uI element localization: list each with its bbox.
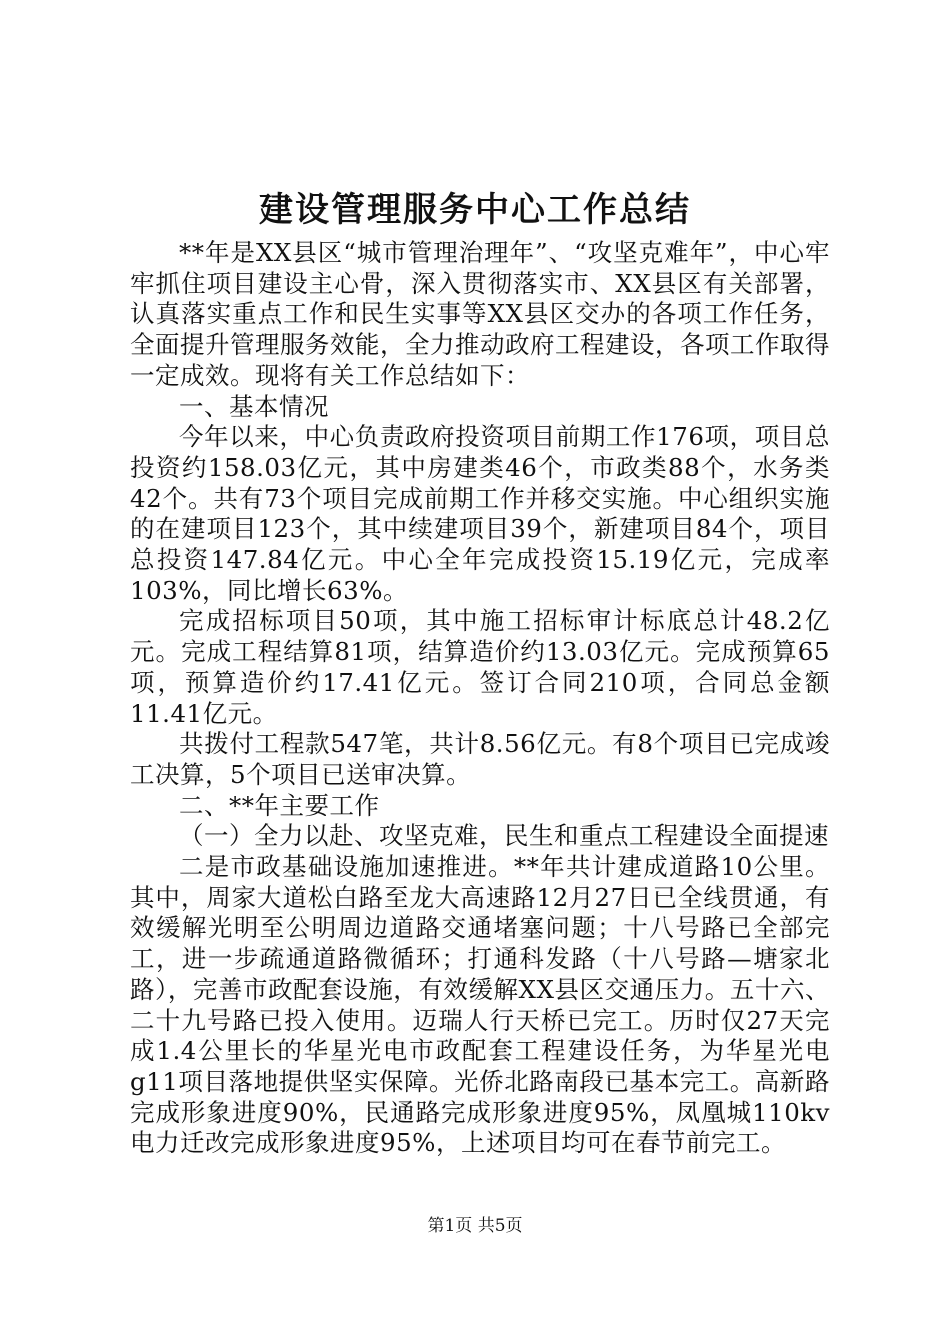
- document-title: 建设管理服务中心工作总结: [259, 190, 691, 230]
- paragraph-basic-overview: 今年以来，中心负责政府投资项目前期工作176项，项目总投资约158.03亿元，其中房建类46个，市政类88个，水务类42个。共有73个项目完成前期工作并移交实施。中心组织实施的在建项目123个，其中续建项目39个，新建项目84个，项目总投资147.84亿元。中心全年完成投资15.19亿元，完成率103%，同比增长63%。: [130, 422, 830, 605]
- document-body: [130, 238, 830, 1159]
- intro-paragraph: **年是XX县区“城市管理治理年”、“攻坚克难年”，中心牢牢抓住项目建设主心骨，深入贯彻落实市、XX县区有关部署，认真落实重点工作和民生实事等XX县区交办的各项工作任务，全面提升管理服务效能，全力推动政府工程建设，各项工作取得一定成效。现将有关工作总结如下：: [130, 238, 830, 390]
- paragraph-municipal: 二是市政基础设施加速推进。**年共计建成道路10公里。其中，周家大道松白路至龙大高速路12月27日已全线贯通，有效缓解光明至公明周边道路交通堵塞问题；十八号路已全部完工，进一步疏通道路微循环；打通科发路（十八号路—塘家北路），完善市政配套设施，有效缓解XX县区交通压力。五十六、二十九号路已投入使用。迈瑞人行天桥已完工。历时仅27天完成1.4公里长的华星光电市政配套工程建设任务，为华星光电g11项目落地提供坚实保障。光侨北路南段已基本完工。高新路完成形象进度90%，民通路完成形象进度95%，凤凰城110kv电力迁改完成形象进度95%，上述项目均可在春节前完工。: [130, 852, 830, 1158]
- paragraph-tendering: 完成招标项目50项，其中施工招标审计标底总计48.2亿元。完成工程结算81项，结算造价约13.03亿元。完成预算65项，预算造价约17.41亿元。签订合同210项，合同总金额11.41亿元。: [130, 606, 830, 728]
- paragraph-payments: 共拨付工程款547笔，共计8.56亿元。有8个项目已完成竣工决算，5个项目已送审决算。: [130, 729, 830, 789]
- page-footer: 第1页 共5页: [427, 1216, 523, 1236]
- section-heading-basic: 一、基本情况: [179, 391, 329, 421]
- subsection-heading-1: （一）全力以赴、攻坚克难，民生和重点工程建设全面提速: [179, 821, 829, 851]
- section-heading-main-work: 二、**年主要工作: [179, 790, 380, 820]
